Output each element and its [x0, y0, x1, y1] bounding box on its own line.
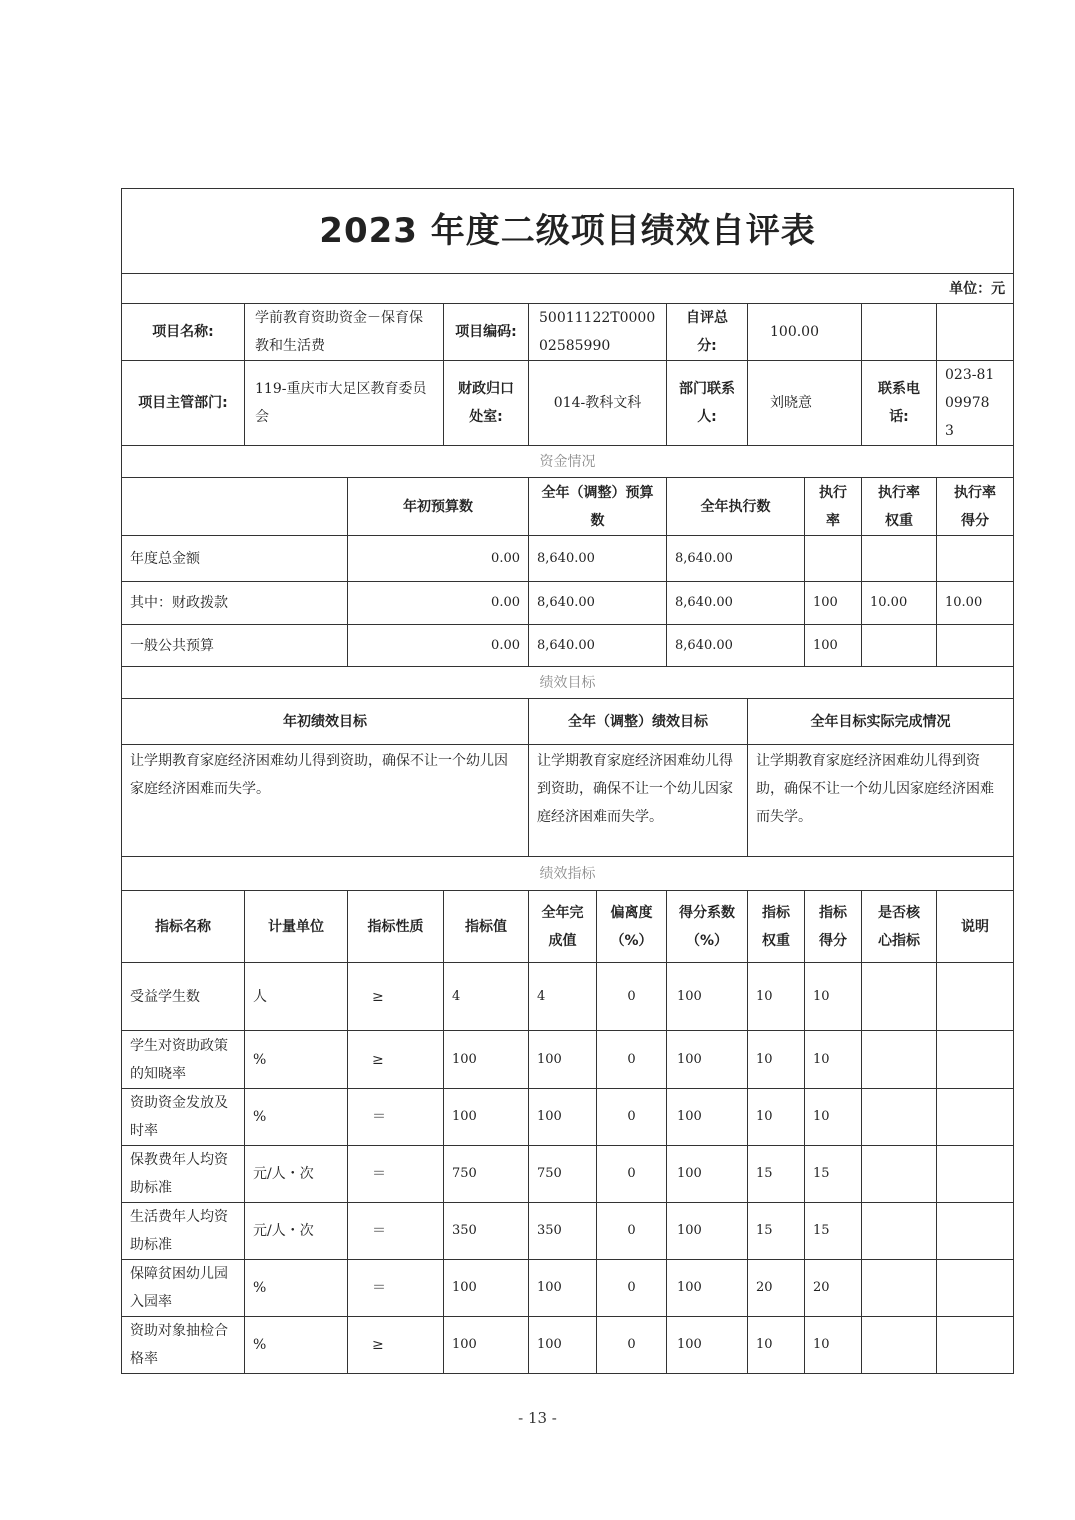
- indicator-target: 100: [444, 1260, 529, 1317]
- indicator-deviation: 0: [597, 1317, 667, 1374]
- indicator-name: 保教费年人均资助标准: [122, 1146, 245, 1203]
- indicator-nature: ≥: [348, 1031, 444, 1089]
- contact-person-label: 部门联系人:: [667, 361, 748, 446]
- empty-cell: [122, 478, 348, 536]
- contact-person-value: 刘晓意: [748, 361, 862, 446]
- indicator-col-header: 得分系数（%）: [667, 891, 748, 963]
- empty-cell: [937, 304, 1014, 361]
- funds-col-header: 全年（调整）预算数: [529, 478, 667, 536]
- indicator-deviation: 0: [597, 963, 667, 1031]
- indicator-deviation: 0: [597, 1146, 667, 1203]
- funds-adjusted: 8,640.00: [529, 582, 667, 625]
- funds-adjusted: 8,640.00: [529, 625, 667, 667]
- indicator-row: [122, 1317, 1014, 1374]
- indicator-core: [862, 1203, 937, 1260]
- department-value: 119-重庆市大足区教育委员会: [245, 361, 444, 446]
- funds-row-label: 一般公共预算: [122, 625, 348, 667]
- form-title: 2023 年度二级项目绩效自评表: [122, 189, 1014, 274]
- indicator-coefficient: 100: [667, 1146, 748, 1203]
- funds-weight: 10.00: [862, 582, 937, 625]
- indicator-row: [122, 1203, 1014, 1260]
- indicator-target: 100: [444, 1089, 529, 1146]
- indicator-note: [937, 1089, 1014, 1146]
- indicator-note: [937, 1146, 1014, 1203]
- indicator-deviation: 0: [597, 1203, 667, 1260]
- indicator-core: [862, 1089, 937, 1146]
- indicator-core: [862, 1317, 937, 1374]
- indicator-target: 350: [444, 1203, 529, 1260]
- initial-goal-text: 让学期教育家庭经济困难幼儿得到资助，确保不让一个幼儿因家庭经济困难而失学。: [122, 745, 529, 857]
- indicator-unit: %: [245, 1089, 348, 1146]
- phone-value: 023-81099783: [937, 361, 1014, 446]
- indicator-deviation: 0: [597, 1260, 667, 1317]
- empty-cell: [862, 304, 937, 361]
- funds-initial: 0.00: [348, 625, 529, 667]
- actual-completion-text: 让学期教育家庭经济困难幼儿得到资助，确保不让一个幼儿因家庭经济困难而失学。: [748, 745, 1014, 857]
- indicator-nature: ≥: [348, 1317, 444, 1374]
- funds-score: [937, 625, 1014, 667]
- indicator-note: [937, 1317, 1014, 1374]
- project-code-label: 项目编码:: [444, 304, 529, 361]
- indicator-row: [122, 1146, 1014, 1203]
- indicator-unit: %: [245, 1317, 348, 1374]
- funds-initial: 0.00: [348, 536, 529, 582]
- indicator-nature: ＝: [348, 1203, 444, 1260]
- indicator-name: 学生对资助政策的知晓率: [122, 1031, 245, 1089]
- goals-col-header: 年初绩效目标: [122, 699, 529, 745]
- evaluation-table: [121, 188, 1014, 1374]
- indicator-col-header: 说明: [937, 891, 1014, 963]
- indicator-coefficient: 100: [667, 1031, 748, 1089]
- indicators-section-header: 绩效指标: [122, 857, 1014, 891]
- funds-row: [122, 536, 1014, 582]
- indicator-col-header: 计量单位: [245, 891, 348, 963]
- indicator-target: 4: [444, 963, 529, 1031]
- project-code-value: 50011122T000002585990: [529, 304, 667, 361]
- indicator-col-header: 指标性质: [348, 891, 444, 963]
- indicator-col-header: 是否核心指标: [862, 891, 937, 963]
- funds-row-label: 其中：财政拨款: [122, 582, 348, 625]
- indicator-nature: ＝: [348, 1146, 444, 1203]
- indicator-score: 20: [805, 1260, 862, 1317]
- funds-executed: 8,640.00: [667, 625, 805, 667]
- funds-col-header: 年初预算数: [348, 478, 529, 536]
- funds-col-header: 执行率: [805, 478, 862, 536]
- indicator-unit: %: [245, 1260, 348, 1317]
- indicator-nature: ≥: [348, 963, 444, 1031]
- indicator-col-header: 指标名称: [122, 891, 245, 963]
- indicator-weight: 15: [748, 1203, 805, 1260]
- indicator-col-header: 指标得分: [805, 891, 862, 963]
- indicator-nature: ＝: [348, 1260, 444, 1317]
- indicator-col-header: 偏离度（%）: [597, 891, 667, 963]
- funds-executed: 8,640.00: [667, 536, 805, 582]
- goals-col-header: 全年目标实际完成情况: [748, 699, 1014, 745]
- indicator-coefficient: 100: [667, 1260, 748, 1317]
- finance-office-label: 财政归口处室:: [444, 361, 529, 446]
- indicator-col-header: 指标权重: [748, 891, 805, 963]
- indicator-actual: 100: [529, 1031, 597, 1089]
- funds-row: [122, 625, 1014, 667]
- indicator-actual: 350: [529, 1203, 597, 1260]
- indicator-name: 资助资金发放及时率: [122, 1089, 245, 1146]
- indicator-target: 100: [444, 1317, 529, 1374]
- indicator-weight: 20: [748, 1260, 805, 1317]
- funds-col-header: 执行率权重: [862, 478, 937, 536]
- indicator-col-header: 指标值: [444, 891, 529, 963]
- indicator-score: 10: [805, 1317, 862, 1374]
- adjusted-goal-text: 让学期教育家庭经济困难幼儿得到资助，确保不让一个幼儿因家庭经济困难而失学。: [529, 745, 748, 857]
- indicator-note: [937, 963, 1014, 1031]
- indicator-unit: 人: [245, 963, 348, 1031]
- indicator-coefficient: 100: [667, 1203, 748, 1260]
- project-name-value: 学前教育资助资金－保育保教和生活费: [245, 304, 444, 361]
- indicator-coefficient: 100: [667, 1317, 748, 1374]
- indicator-weight: 10: [748, 1089, 805, 1146]
- funds-score: [937, 536, 1014, 582]
- indicator-name: 保障贫困幼儿园入园率: [122, 1260, 245, 1317]
- indicator-coefficient: 100: [667, 1089, 748, 1146]
- indicator-target: 750: [444, 1146, 529, 1203]
- self-score-label: 自评总分:: [667, 304, 748, 361]
- indicator-score: 10: [805, 963, 862, 1031]
- indicator-deviation: 0: [597, 1089, 667, 1146]
- department-label: 项目主管部门:: [122, 361, 245, 446]
- indicator-name: 受益学生数: [122, 963, 245, 1031]
- indicator-core: [862, 1146, 937, 1203]
- indicator-weight: 10: [748, 963, 805, 1031]
- indicator-score: 10: [805, 1089, 862, 1146]
- evaluation-form: [121, 188, 1013, 1367]
- indicator-unit: 元/人・次: [245, 1203, 348, 1260]
- indicator-coefficient: 100: [667, 963, 748, 1031]
- funds-rate: 100: [805, 582, 862, 625]
- indicator-row: [122, 963, 1014, 1031]
- project-name-label: 项目名称:: [122, 304, 245, 361]
- indicator-score: 15: [805, 1146, 862, 1203]
- funds-executed: 8,640.00: [667, 582, 805, 625]
- funds-section-header: 资金情况: [122, 446, 1014, 478]
- indicator-weight: 15: [748, 1146, 805, 1203]
- funds-col-header: 执行率得分: [937, 478, 1014, 536]
- indicator-weight: 10: [748, 1031, 805, 1089]
- indicator-actual: 100: [529, 1089, 597, 1146]
- indicator-actual: 100: [529, 1260, 597, 1317]
- funds-rate: [805, 536, 862, 582]
- page-number: - 13 -: [518, 1409, 557, 1427]
- indicator-row: [122, 1260, 1014, 1317]
- phone-label: 联系电话:: [862, 361, 937, 446]
- funds-weight: [862, 625, 937, 667]
- indicator-target: 100: [444, 1031, 529, 1089]
- goals-section-header: 绩效目标: [122, 667, 1014, 699]
- indicator-row: [122, 1031, 1014, 1089]
- indicator-core: [862, 1031, 937, 1089]
- indicator-name: 资助对象抽检合格率: [122, 1317, 245, 1374]
- goals-col-header: 全年（调整）绩效目标: [529, 699, 748, 745]
- self-score-value: 100.00: [748, 304, 862, 361]
- indicator-actual: 100: [529, 1317, 597, 1374]
- indicator-actual: 750: [529, 1146, 597, 1203]
- funds-rate: 100: [805, 625, 862, 667]
- indicator-weight: 10: [748, 1317, 805, 1374]
- indicator-unit: 元/人・次: [245, 1146, 348, 1203]
- funds-score: 10.00: [937, 582, 1014, 625]
- funds-col-header: 全年执行数: [667, 478, 805, 536]
- indicator-actual: 4: [529, 963, 597, 1031]
- indicator-core: [862, 1260, 937, 1317]
- indicator-deviation: 0: [597, 1031, 667, 1089]
- indicator-note: [937, 1203, 1014, 1260]
- indicator-name: 生活费年人均资助标准: [122, 1203, 245, 1260]
- finance-office-value: 014-教科文科: [529, 361, 667, 446]
- indicator-note: [937, 1031, 1014, 1089]
- indicator-score: 10: [805, 1031, 862, 1089]
- indicator-row: [122, 1089, 1014, 1146]
- indicator-col-header: 全年完成值: [529, 891, 597, 963]
- indicator-unit: %: [245, 1031, 348, 1089]
- unit-label: 单位：元: [122, 274, 1014, 304]
- indicator-core: [862, 963, 937, 1031]
- funds-weight: [862, 536, 937, 582]
- indicator-nature: ＝: [348, 1089, 444, 1146]
- funds-initial: 0.00: [348, 582, 529, 625]
- funds-row: [122, 582, 1014, 625]
- funds-adjusted: 8,640.00: [529, 536, 667, 582]
- indicator-score: 15: [805, 1203, 862, 1260]
- funds-row-label: 年度总金额: [122, 536, 348, 582]
- indicator-note: [937, 1260, 1014, 1317]
